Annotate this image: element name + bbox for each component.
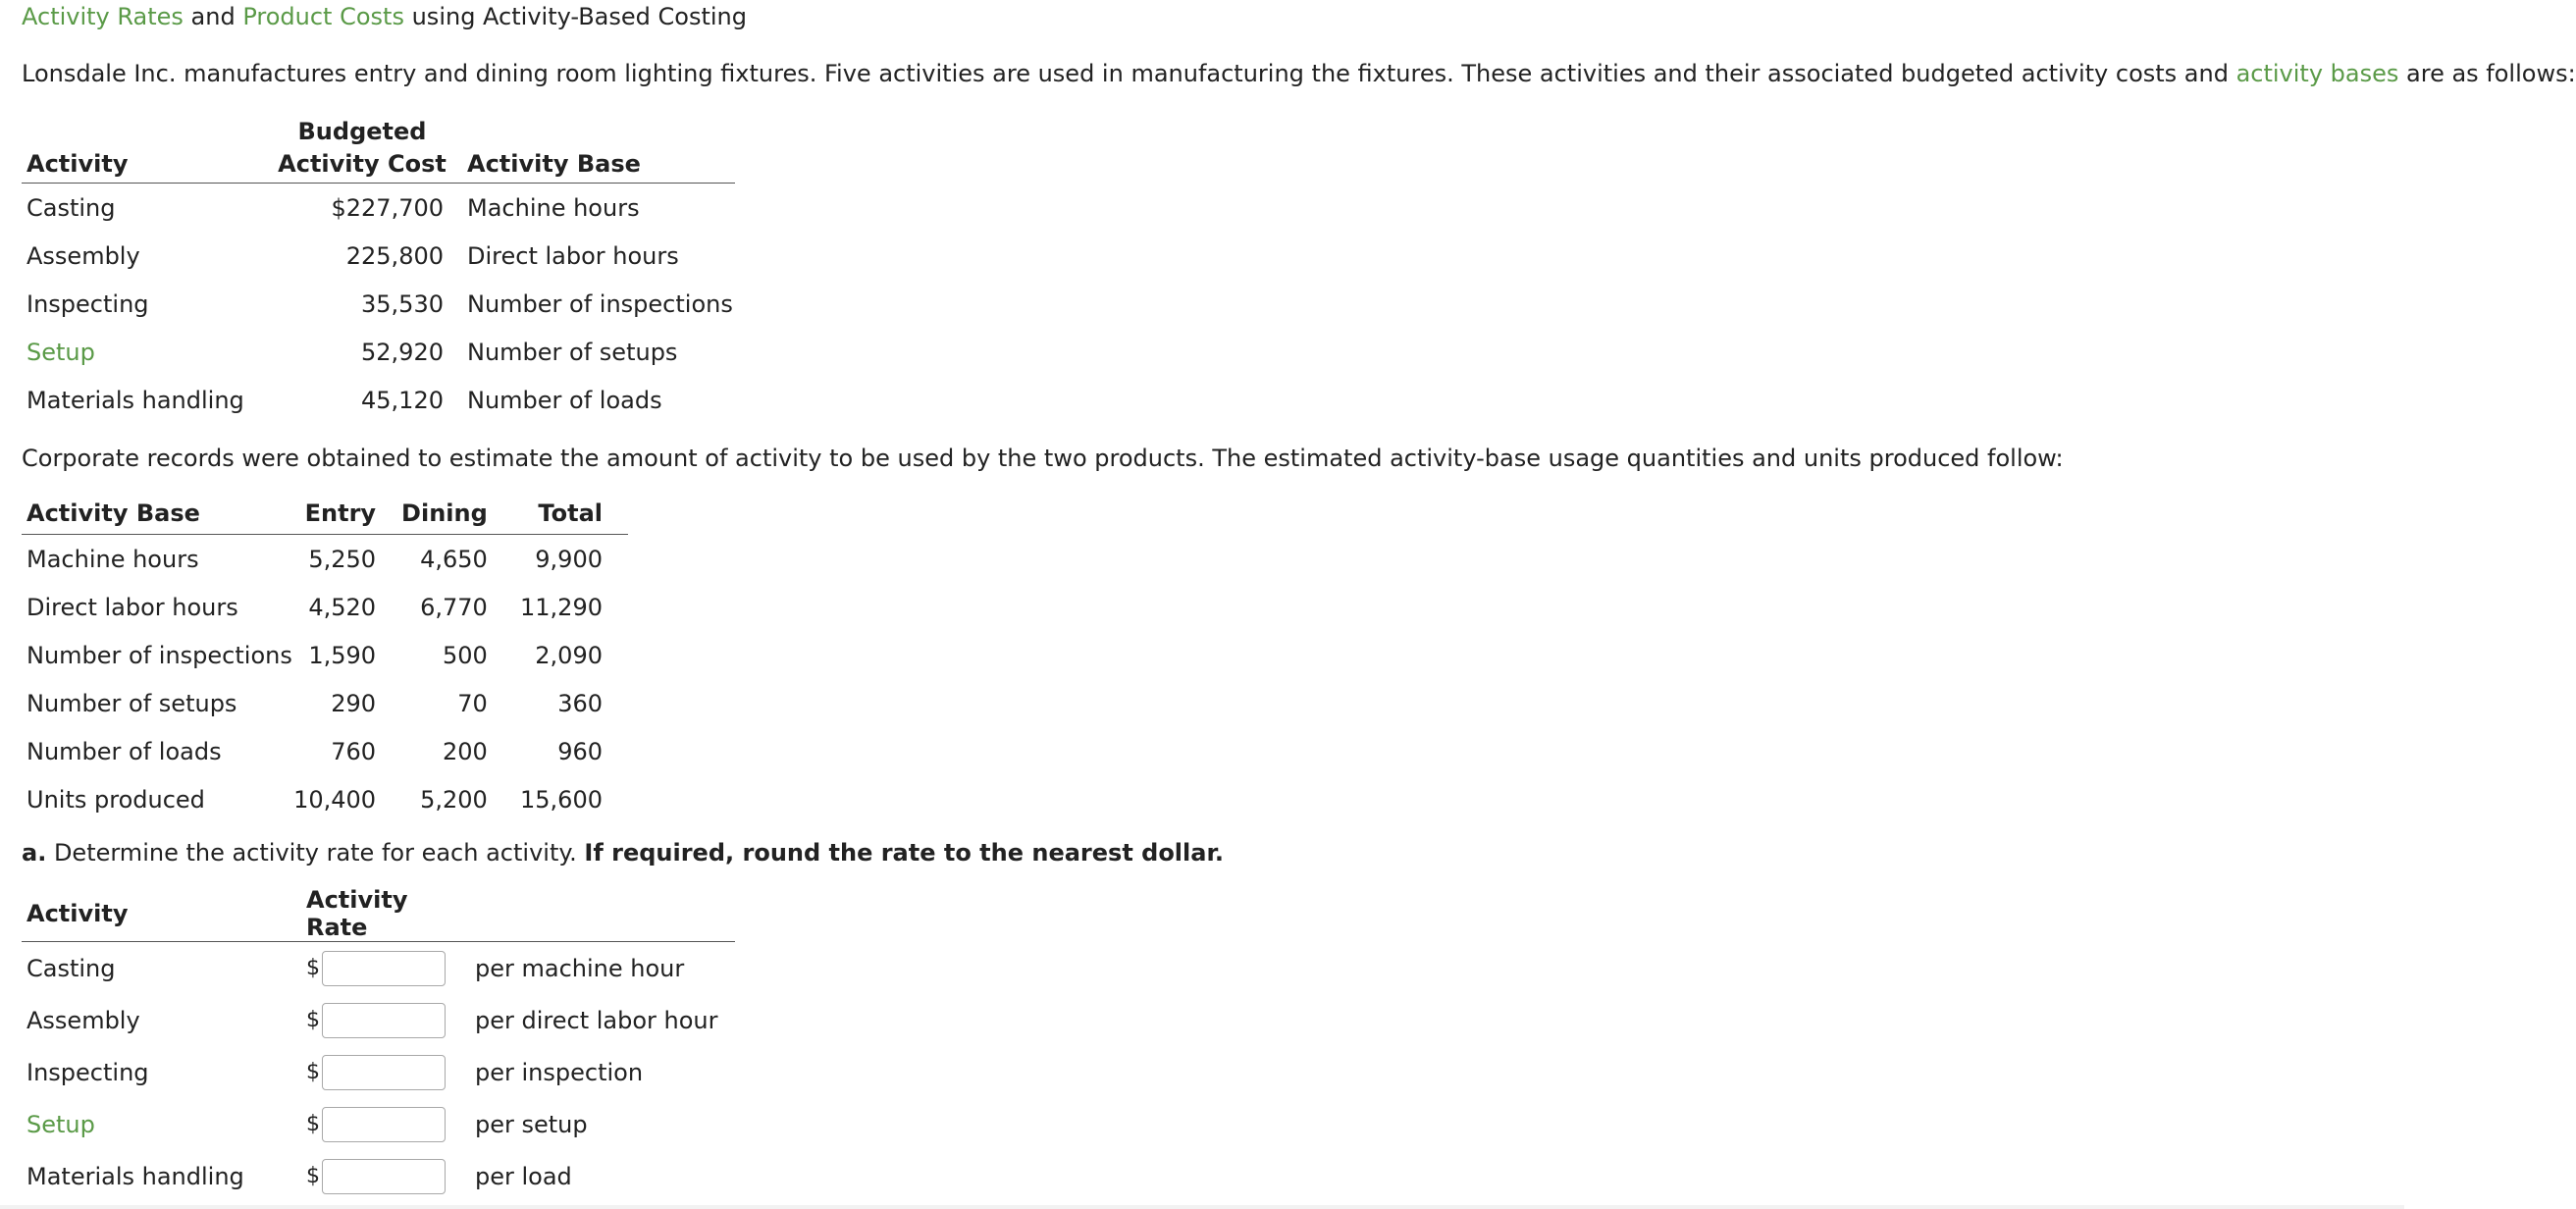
- dollar-sign: $: [306, 1060, 320, 1084]
- activity-header: Activity: [22, 886, 285, 942]
- dollar-sign: $: [306, 1164, 320, 1188]
- page-title: [22, 2, 747, 31]
- entry-value: 5,250: [308, 545, 377, 573]
- total-value: 2,090: [535, 641, 603, 669]
- activity-cost: 225,800: [345, 241, 444, 270]
- intro-text: Lonsdale Inc. manufactures entry and dining room lighting fixtures. Five activities are used in manufacturing the fixtures. These activities and their associated budgeted activity costs and: [22, 60, 2236, 87]
- budgeted-activity-cost-table: [22, 110, 735, 424]
- activity-cost: 45,120: [361, 386, 444, 414]
- activity-rate-table: [22, 886, 735, 1202]
- table-row: [22, 184, 735, 233]
- activity-bases-link[interactable]: activity bases: [2235, 60, 2399, 87]
- corporate-records-paragraph: Corporate records were obtained to estimate the amount of activity to be used by the two products. The estimated activity-base usage quantities and units produced follow:: [22, 445, 2064, 472]
- entry-value: 4,520: [308, 593, 377, 621]
- table-row: [22, 232, 735, 280]
- total-value: 360: [557, 689, 603, 717]
- table-row: [22, 1150, 735, 1202]
- materials-handling-rate-input[interactable]: [322, 1159, 446, 1194]
- product-costs-link[interactable]: Product Costs: [242, 3, 404, 30]
- activity-base-header: Activity Base: [22, 493, 293, 535]
- rate-unit: per setup: [475, 1110, 588, 1138]
- entry-header: Entry: [293, 493, 401, 535]
- bottom-divider: [0, 1205, 2404, 1209]
- row-label: Number of inspections: [26, 641, 292, 669]
- question-a: [22, 838, 1224, 867]
- table-row: [22, 1046, 735, 1098]
- activity-rate-header: Activity Rate: [285, 886, 461, 942]
- table-row: [22, 994, 735, 1046]
- activity-name: Inspecting: [26, 289, 149, 318]
- activity-cost-header: Activity Cost: [269, 145, 455, 184]
- activity-base: Machine hours: [467, 193, 640, 222]
- row-label: Units produced: [26, 785, 205, 814]
- activity-name: Assembly: [26, 1006, 140, 1034]
- title-text: and: [183, 3, 243, 30]
- activity-usage-table: [22, 493, 628, 823]
- table-row: [22, 280, 735, 328]
- activity-name: Inspecting: [26, 1058, 149, 1086]
- casting-rate-input[interactable]: [322, 951, 446, 986]
- setup-rate-input[interactable]: [322, 1107, 446, 1142]
- row-label: Number of loads: [26, 737, 222, 765]
- row-label: Machine hours: [26, 545, 199, 573]
- setup-link[interactable]: Setup: [26, 1110, 95, 1138]
- activity-base-header: Activity Base: [455, 145, 735, 184]
- entry-value: 1,590: [308, 641, 377, 669]
- dollar-sign: $: [306, 956, 320, 980]
- activity-name: Casting: [26, 954, 116, 982]
- table-row: [22, 679, 628, 727]
- activity-name: Materials handling: [26, 386, 244, 414]
- activity-base: Number of inspections: [467, 289, 733, 318]
- table-row: [22, 583, 628, 631]
- table-row: [22, 535, 628, 584]
- rate-unit: per machine hour: [475, 954, 685, 982]
- setup-link[interactable]: Setup: [26, 338, 95, 366]
- activity-name: Assembly: [26, 241, 140, 270]
- dining-header: Dining: [401, 493, 513, 535]
- activity-rates-link[interactable]: Activity Rates: [22, 3, 184, 30]
- table-row: [22, 328, 735, 376]
- entry-value: 10,400: [293, 785, 377, 814]
- total-value: 9,900: [535, 545, 603, 573]
- inspecting-rate-input[interactable]: [322, 1055, 446, 1090]
- dining-value: 70: [457, 689, 488, 717]
- dining-value: 200: [442, 737, 488, 765]
- total-value: 960: [557, 737, 603, 765]
- table-row: [22, 631, 628, 679]
- dollar-sign: $: [306, 1112, 320, 1136]
- dollar-sign: $: [306, 1008, 320, 1032]
- title-text: using Activity-Based Costing: [403, 3, 747, 30]
- intro-text: are as follows:: [2398, 60, 2576, 87]
- activity-base: Number of setups: [467, 338, 678, 366]
- activity-header: Activity: [22, 145, 269, 184]
- question-text: Determine the activity rate for each activity.: [46, 839, 585, 867]
- activity-base: Direct labor hours: [467, 241, 679, 270]
- activity-cost: 35,530: [361, 289, 444, 318]
- total-value: 11,290: [520, 593, 603, 621]
- entry-value: 760: [331, 737, 377, 765]
- activity-name: Materials handling: [26, 1162, 244, 1190]
- question-letter: a.: [22, 839, 47, 867]
- entry-value: 290: [331, 689, 377, 717]
- table-row: [22, 942, 735, 995]
- intro-paragraph: [22, 59, 2576, 88]
- table-row: [22, 376, 735, 424]
- dining-value: 4,650: [420, 545, 488, 573]
- activity-name: Casting: [26, 193, 116, 222]
- rate-unit: per load: [475, 1162, 572, 1190]
- dining-value: 5,200: [420, 785, 488, 814]
- total-header: Total: [513, 493, 628, 535]
- table-row: [22, 775, 628, 823]
- dining-value: 500: [442, 641, 488, 669]
- activity-cost: $227,700: [331, 193, 444, 222]
- question-instruction: If required, round the rate to the nearest dollar.: [584, 839, 1224, 867]
- dining-value: 6,770: [420, 593, 488, 621]
- activity-cost: 52,920: [361, 338, 444, 366]
- rate-unit: per inspection: [475, 1058, 644, 1086]
- total-value: 15,600: [520, 785, 603, 814]
- row-label: Number of setups: [26, 689, 237, 717]
- table-row: [22, 1098, 735, 1150]
- assembly-rate-input[interactable]: [322, 1003, 446, 1038]
- row-label: Direct labor hours: [26, 593, 238, 621]
- activity-base: Number of loads: [467, 386, 662, 414]
- table-row: [22, 727, 628, 775]
- budgeted-header: Budgeted: [297, 118, 427, 145]
- rate-unit: per direct labor hour: [475, 1006, 718, 1034]
